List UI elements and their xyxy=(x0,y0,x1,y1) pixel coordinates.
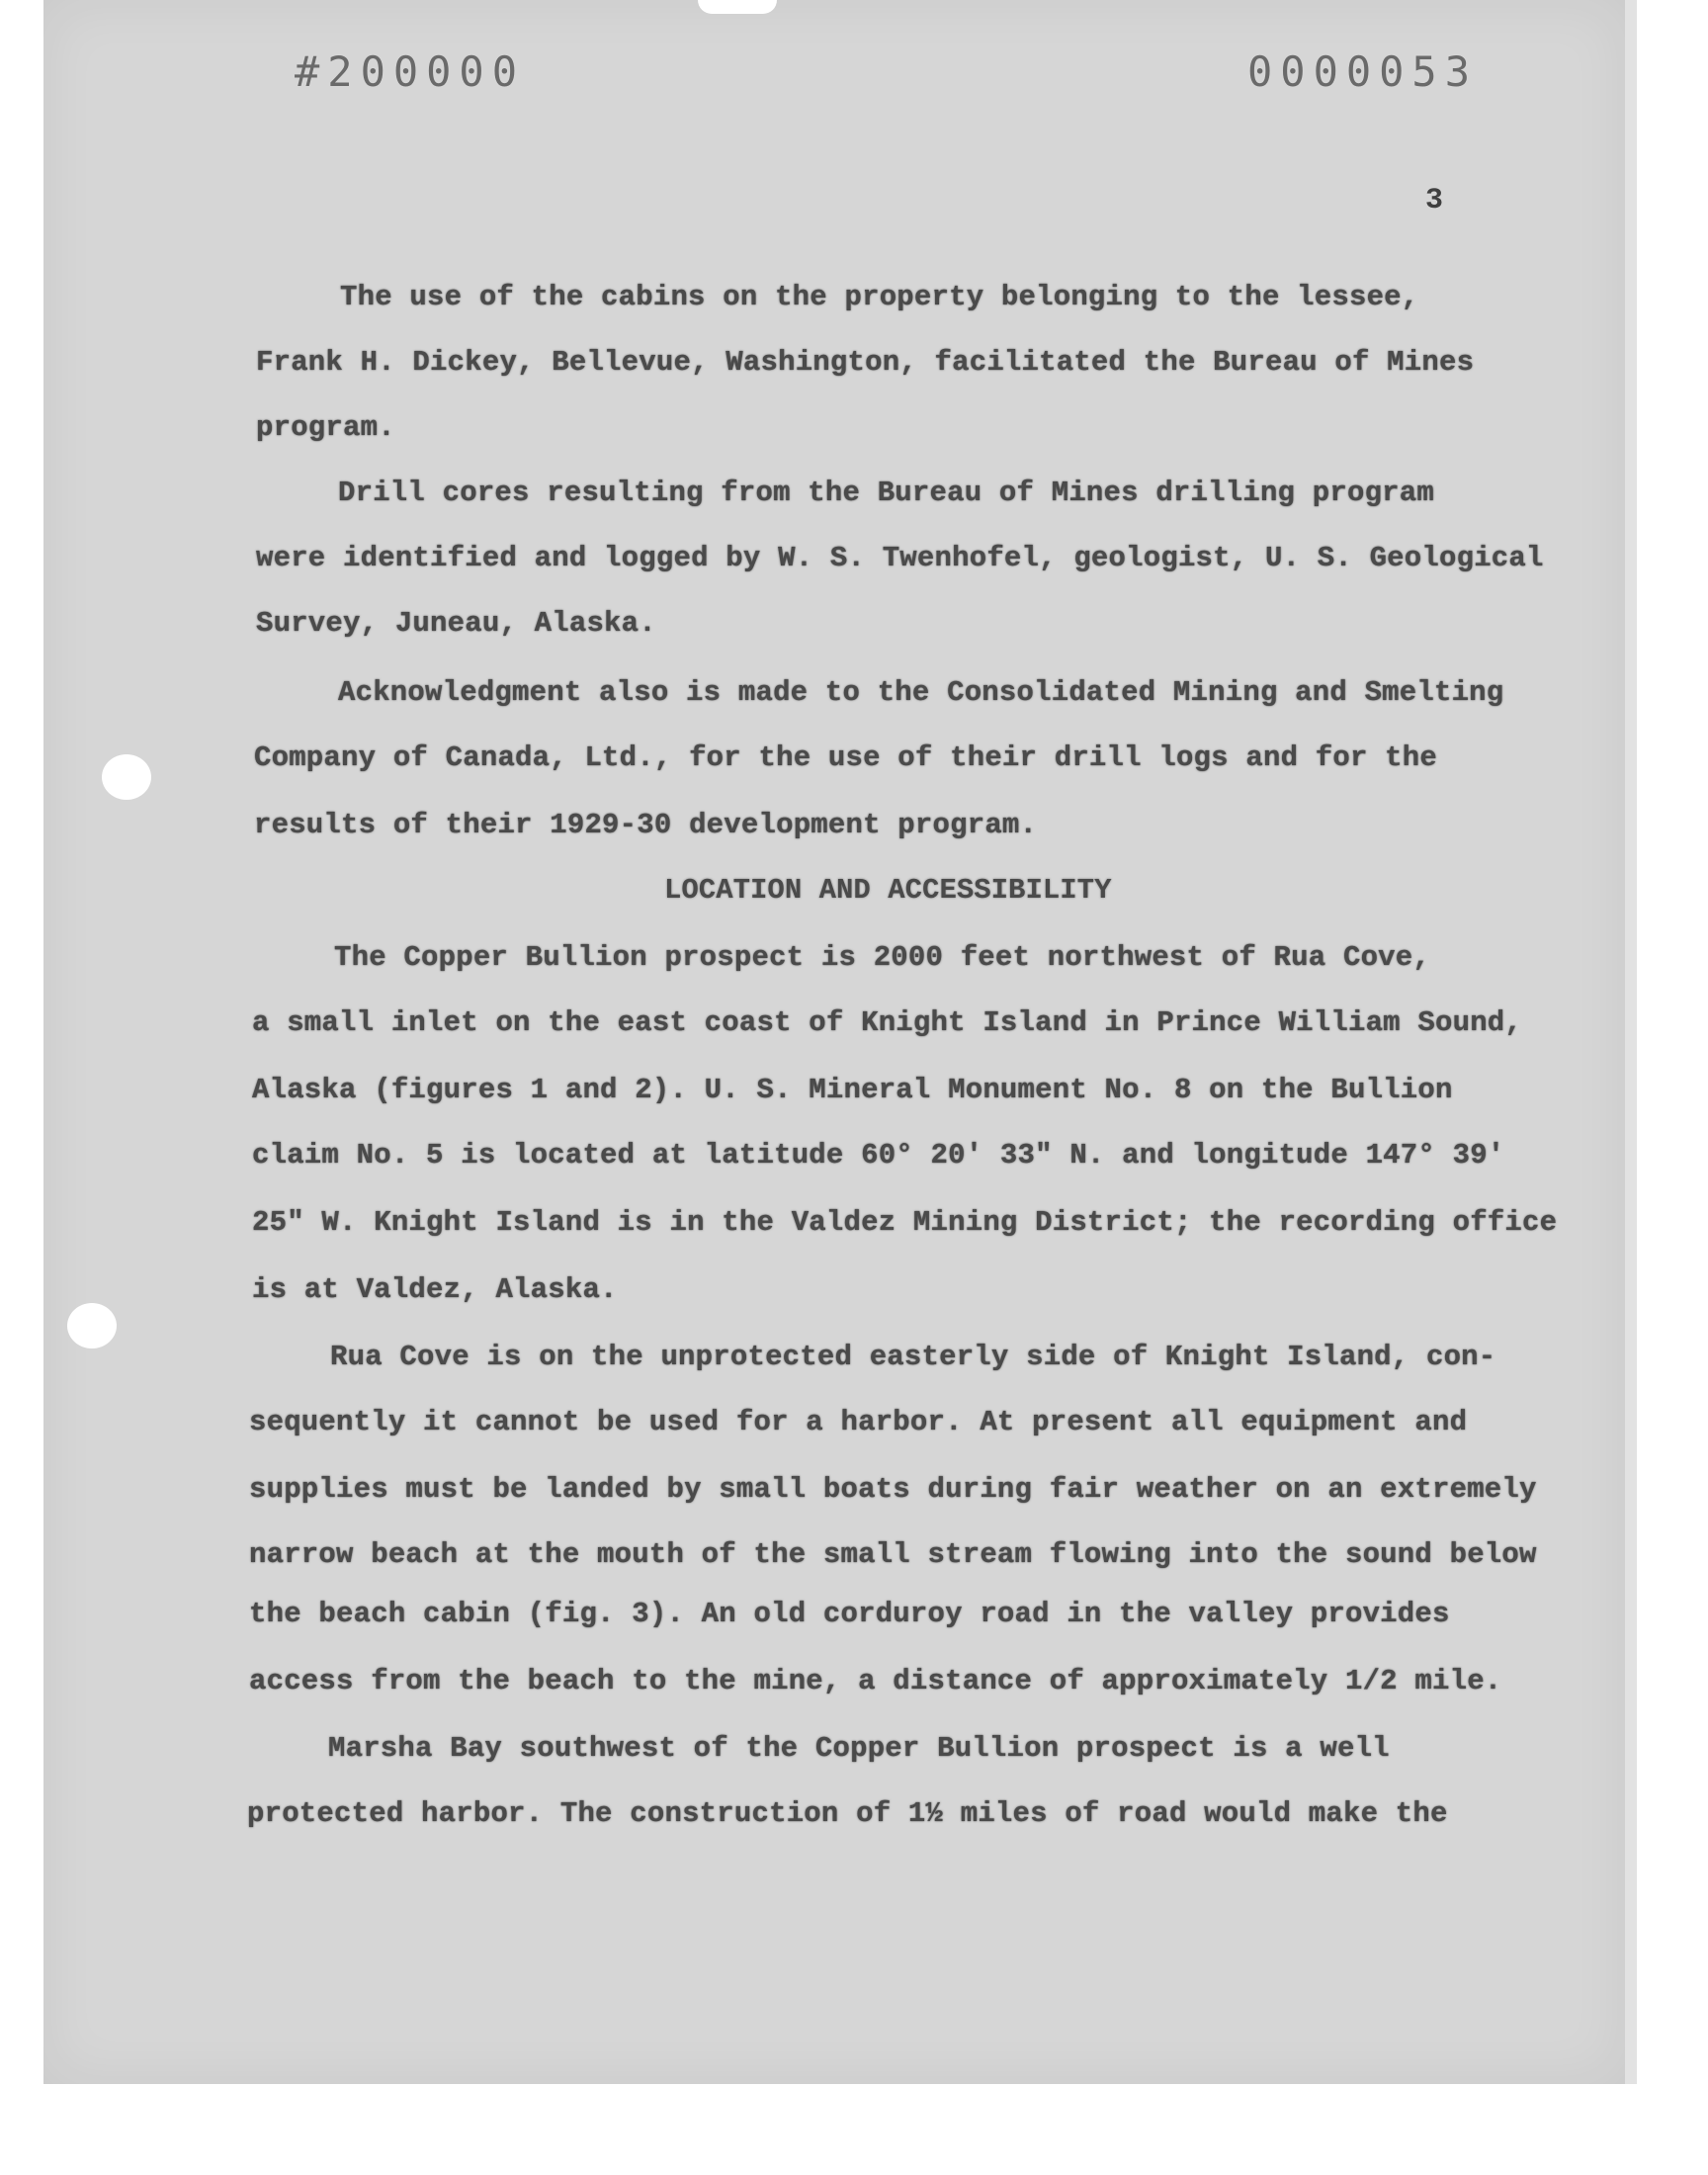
page-number: 3 xyxy=(1425,184,1444,218)
text-line: Marsha Bay southwest of the Copper Bullion prospect is a well xyxy=(328,1732,1390,1765)
punch-hole xyxy=(102,754,151,800)
text-line: Acknowledgment also is made to the Consolidated Mining and Smelting xyxy=(338,676,1504,709)
text-line: were identified and logged by W. S. Twenhofel, geologist, U. S. Geological xyxy=(256,542,1544,574)
section-heading: LOCATION AND ACCESSIBILITY xyxy=(664,874,1112,907)
text-line: Company of Canada, Ltd., for the use of their drill logs and for the xyxy=(254,741,1437,774)
punch-hole xyxy=(67,1303,117,1348)
text-line: program. xyxy=(256,411,395,444)
text-line: access from the beach to the mine, a distance of approximately 1/2 mile. xyxy=(249,1665,1502,1697)
text-line: Survey, Juneau, Alaska. xyxy=(256,607,656,640)
text-line: supplies must be landed by small boats during fair weather on an extremely xyxy=(249,1473,1537,1506)
text-line: protected harbor. The construction of 1½ miles of road would make the xyxy=(247,1797,1448,1830)
text-line: is at Valdez, Alaska. xyxy=(252,1273,618,1306)
text-line: sequently it cannot be used for a harbor. At present all equipment and xyxy=(249,1406,1468,1438)
text-line: The Copper Bullion prospect is 2000 feet northwest of Rua Cove, xyxy=(334,941,1430,974)
text-line: Alaska (figures 1 and 2). U. S. Mineral Monument No. 8 on the Bullion xyxy=(252,1074,1453,1106)
text-line: narrow beach at the mouth of the small stream flowing into the sound below xyxy=(249,1538,1537,1571)
text-line: Drill cores resulting from the Bureau of Mines drilling program xyxy=(338,477,1434,509)
text-line: Rua Cove is on the unprotected easterly side of Knight Island, con- xyxy=(330,1341,1496,1373)
stamp-right: 0000053 xyxy=(1247,47,1479,96)
text-line: the beach cabin (fig. 3). An old corduroy road in the valley provides xyxy=(249,1598,1450,1630)
page-notch xyxy=(698,0,777,14)
text-line: a small inlet on the east coast of Knight Island in Prince William Sound, xyxy=(252,1006,1523,1039)
page-edge xyxy=(1625,0,1637,2084)
text-line: results of their 1929-30 development program. xyxy=(254,809,1038,841)
stamp-left: #200000 xyxy=(295,47,526,96)
text-line: Frank H. Dickey, Bellevue, Washington, facilitated the Bureau of Mines xyxy=(256,346,1475,379)
text-line: The use of the cabins on the property belonging to the lessee, xyxy=(340,281,1419,313)
text-line: 25" W. Knight Island is in the Valdez Mining District; the recording office xyxy=(252,1206,1558,1239)
text-line: claim No. 5 is located at latitude 60° 20' 33" N. and longitude 147° 39' xyxy=(252,1139,1505,1172)
